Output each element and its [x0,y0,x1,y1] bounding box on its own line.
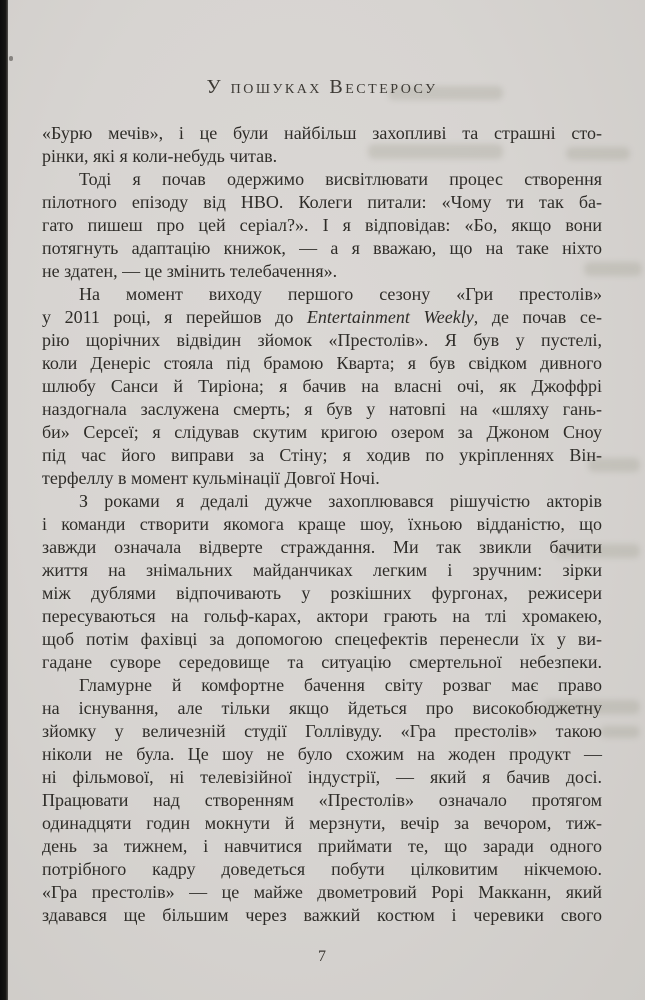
text-line: на існування, але тільки якщо йдеться про високобюджетну [42,698,602,718]
text-line: здавався ще більшим через важкий костюм і черевики свого [42,905,602,925]
photo-left-edge [0,0,8,1000]
text-line: би» Серсеї; я слідував скутим кригою озером за Джоном Сноу [42,422,602,442]
text-line: Працювати над створенням «Престолів» означало протягом [42,790,602,810]
text-line: гадане суворе середовище та ситуацію смертельної небезпеки. [42,652,602,672]
text-line: щоб потім фахівці за допомогою спецефектів перенесли їх у ви- [42,629,602,649]
chapter-header: У пошуках Вестеросу [206,76,438,98]
text-line: рінки, які я коли-небудь читав. [42,146,278,166]
text-line: «Гра престолів» — це майже двометровий Рорі Макканн, який [42,882,602,902]
text-line: Гламурне й комфортне бачення світу розваг має право [79,675,602,695]
text-line: життя на знімальних майданчиках легким і зручним: зірки [42,560,602,580]
bleed-through-mark [600,726,640,738]
text-line: На момент виходу першого сезону «Гри престолів» [79,284,602,304]
text-line: «Бурю мечів», і це були найбільш захопливі та страшні сто- [42,123,602,143]
text-line: одинадцяти годин мокнути й мерзнути, вечір за вечором, тиж- [42,813,602,833]
text-line: потягнуть адаптацію книжок, — а я вважаю, що на таке ніхто [42,238,602,258]
page-number: 7 [318,948,326,965]
text-line: рію щорічних відвідин зйомок «Престолів». Я був у пустелі, [42,330,602,350]
text-line: і команди створити якомога краще шоу, їхньою відданістю, що [42,514,602,534]
text-line: день за тижнем, і навчитися приймати те, що заради одного [42,836,602,856]
paper-speck [9,56,13,61]
text-line: під час його виправи за Стіну; я ходив по укріпленнях Він- [42,445,602,465]
text-line: З роками я дедалі дужче захоплювався рішучістю акторів [79,491,602,511]
text-line: потрібного кадру доведеться побути цілковитим нікчемою. [42,859,602,879]
text-line: шлюбу Санси й Тиріона; я бачив на власні очі, як Джоффрі [42,376,602,396]
text-line: коли Денеріс стояла під брамою Кварта; я був свідком дивного [42,353,602,373]
text-line: у 2011 році, я перейшов до Entertainment Weekly, де почав се- [42,307,603,327]
text-line: зйомку у величезній студії Голлівуду. «Гра престолів» такою [42,721,602,741]
text-line: пересуваються на гольф-карах, актори грають на тлі хромакею, [42,606,602,626]
text-line: наздогнала заслужена смерть; я був у натовпі на «шляху гань- [42,399,602,419]
text-line: пілотного епізоду від HBO. Колеги питали: «Чому ти так ба- [42,192,602,212]
body-text [42,122,602,927]
text-line: гато пишеш про цей серіал?». І я відповідав: «Бо, якщо вони [42,215,602,235]
text-line: терфеллу в момент кульмінації Довгої Ночі. [42,468,380,488]
text-line: між дублями відпочивають у розкішних фургонах, режисери [42,583,602,603]
text-line: Тоді я почав одержимо висвітлювати процес створення [79,169,602,189]
text-line: завжди означала відверте страждання. Ми так звикли бачити [42,537,602,557]
text-line: ні фільмової, ні телевізійної індустрії, — який я бачив досі. [42,767,602,787]
text-line: ніколи не була. Це шоу не було схожим на жоден продукт — [42,744,602,764]
text-line: не здатен, — це змінить телебачення». [42,261,338,281]
